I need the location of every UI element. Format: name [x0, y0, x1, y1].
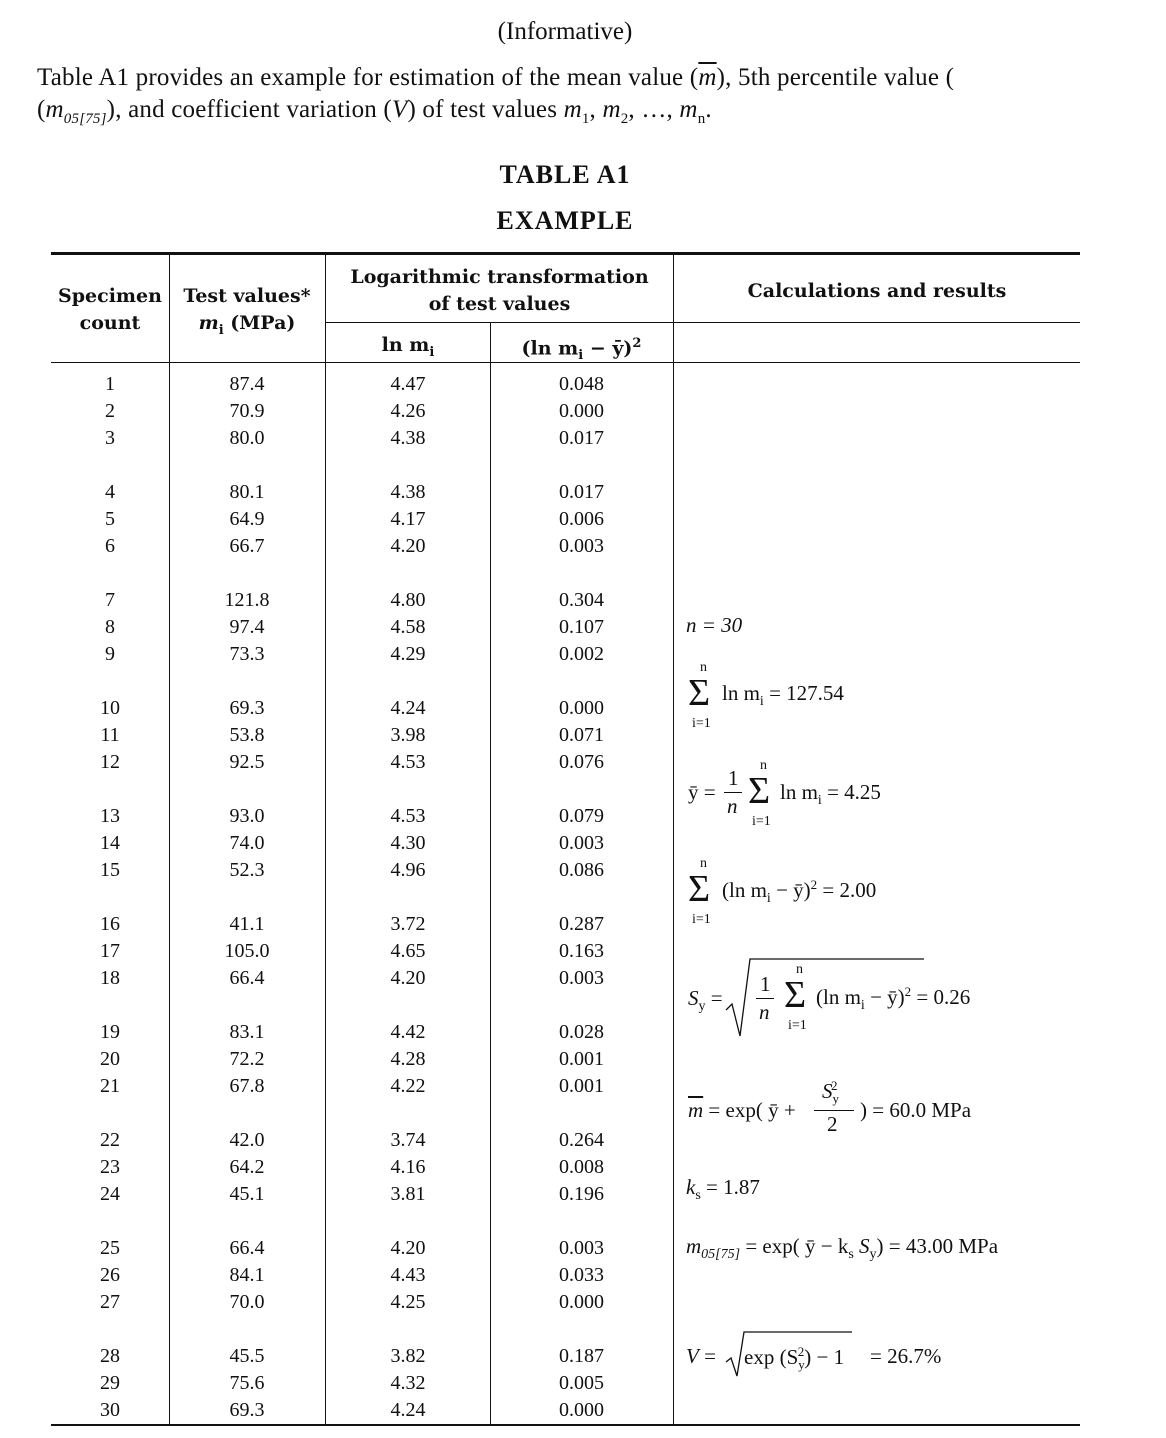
cell-specimen: 1: [105, 373, 115, 395]
cell-ln-m: 4.47: [390, 373, 426, 395]
cell-ln-sq: 0.006: [559, 508, 604, 530]
cell-specimen: 22: [100, 1129, 120, 1151]
informative-label: (Informative): [497, 18, 633, 45]
cell-ln-sq: 0.000: [559, 697, 604, 719]
intro-comma: ,: [589, 96, 603, 123]
cell-ln-m: 4.30: [390, 832, 426, 854]
cell-test-value: 64.2: [229, 1156, 265, 1178]
cell-ln-m: 4.22: [390, 1075, 426, 1097]
cell-specimen: 29: [100, 1372, 120, 1394]
intro-m05-symbol: m: [45, 96, 64, 123]
intro-mn-sub: n: [697, 111, 706, 127]
intro-text-1: Table A1 provides an example for estimation of the mean value (: [37, 64, 699, 91]
cell-test-value: 74.0: [229, 832, 265, 854]
cell-ln-sq: 0.304: [559, 589, 604, 611]
header-test-values: [169, 283, 325, 344]
cell-specimen: 4: [105, 481, 115, 503]
intro-m2: m: [602, 96, 621, 123]
cell-ln-m: 3.81: [390, 1183, 426, 1205]
cell-test-value: 93.0: [229, 805, 265, 827]
cell-ln-sq: 0.033: [559, 1264, 604, 1286]
intro-m05-sub: 05[75]: [63, 111, 107, 127]
cell-test-value: 69.3: [229, 697, 265, 719]
cell-ln-sq: 0.017: [559, 481, 604, 503]
cell-test-value: 66.7: [229, 535, 265, 557]
cell-specimen: 6: [105, 535, 115, 557]
cell-specimen: 3: [105, 427, 115, 449]
header-specimen-line1: Specimen: [58, 285, 162, 307]
cell-ln-m: 4.65: [390, 940, 426, 962]
cell-test-value: 105.0: [224, 940, 270, 962]
cell-ln-m: 4.96: [390, 859, 426, 881]
cell-ln-m: 3.98: [390, 724, 426, 746]
cell-ln-m: 4.43: [390, 1264, 426, 1286]
cell-specimen: 24: [100, 1183, 120, 1205]
cell-ln-m: 3.74: [390, 1129, 426, 1151]
cell-ln-m: 4.25: [390, 1291, 426, 1313]
cell-specimen: 15: [100, 859, 120, 881]
cell-ln-sq: 0.086: [559, 859, 604, 881]
cell-ln-m: 4.28: [390, 1048, 426, 1070]
cell-specimen: 9: [105, 643, 115, 665]
cell-specimen: 10: [100, 697, 120, 719]
cell-ln-sq: 0.000: [559, 1399, 604, 1421]
cell-test-value: 53.8: [229, 724, 265, 746]
cell-specimen: 20: [100, 1048, 120, 1070]
table-subtitle: EXAMPLE: [496, 206, 634, 235]
table-top-rule: [51, 252, 1080, 255]
cell-ln-m: 4.17: [390, 508, 426, 530]
cell-ln-m: 4.20: [390, 967, 426, 989]
intro-m1-sub: 1: [581, 111, 590, 127]
calc-n: n = 30: [686, 613, 743, 637]
cell-ln-m: 4.58: [390, 616, 426, 638]
cell-ln-sq: 0.107: [559, 616, 604, 638]
cell-ln-sq: 0.003: [559, 967, 604, 989]
cell-test-value: 80.0: [229, 427, 265, 449]
cell-test-value: 83.1: [229, 1021, 265, 1043]
calc-5th-percentile: $m_{05[75]} = \exp$( ȳ − $k_s$ $S_y) = 43.00$ MPa: [686, 1234, 999, 1263]
cell-test-value: 69.3: [229, 1399, 265, 1421]
cell-ln-sq: 0.001: [559, 1048, 604, 1070]
cell-specimen: 19: [100, 1021, 120, 1043]
cell-test-value: 84.1: [229, 1264, 265, 1286]
cell-specimen: 21: [100, 1075, 120, 1097]
cell-ln-sq: 0.187: [559, 1345, 604, 1367]
header-test-line1: Test values*: [183, 285, 311, 307]
cell-ln-m: 4.38: [390, 481, 426, 503]
cell-ln-sq: 0.287: [559, 913, 604, 935]
cell-ln-sq: 0.163: [559, 940, 604, 962]
header-calculations: Calculations and results: [747, 280, 1007, 302]
cell-test-value: 75.6: [229, 1372, 265, 1394]
cell-specimen: 25: [100, 1237, 120, 1259]
cell-ln-sq: 0.048: [559, 373, 604, 395]
cell-test-value: 52.3: [229, 859, 265, 881]
cell-specimen: 27: [100, 1291, 120, 1313]
cell-test-value: 66.4: [229, 967, 265, 989]
intro-m1: m: [563, 96, 582, 123]
col-divider-4: [673, 254, 674, 1425]
header-ln-sq: (ln $m_i$ − ȳ)$^2$: [521, 336, 642, 364]
intro-paragraph: Table A1 provides an example for estimation of the mean value $(\overline{m})$, 5th percentile value ( $(m_{05[75]})$, and coefficient variation (V) of test values $m_1$, $m_2$, …, $m_n$.: [37, 64, 955, 127]
cell-ln-sq: 0.003: [559, 832, 604, 854]
cell-ln-m: 4.24: [390, 697, 426, 719]
cell-ln-sq: 0.076: [559, 751, 604, 773]
cell-specimen: 30: [100, 1399, 120, 1421]
cell-ln-m: 4.53: [390, 751, 426, 773]
cell-test-value: 97.4: [229, 616, 265, 638]
intro-mn: m: [679, 96, 698, 123]
cell-ln-m: 4.53: [390, 805, 426, 827]
cell-test-value: 64.9: [229, 508, 265, 530]
cell-specimen: 8: [105, 616, 115, 638]
cell-ln-m: 4.20: [390, 535, 426, 557]
intro-m2-sub: 2: [620, 111, 629, 127]
calc-ks: $k_s = 1.87$: [686, 1175, 760, 1204]
cell-ln-sq: 0.001: [559, 1075, 604, 1097]
cell-ln-sq: 0.196: [559, 1183, 604, 1205]
cell-test-value: 70.9: [229, 400, 265, 422]
cell-test-value: 87.4: [229, 373, 265, 395]
cell-specimen: 5: [105, 508, 115, 530]
cell-test-value: 45.5: [229, 1345, 265, 1367]
cell-ln-sq: 0.003: [559, 1237, 604, 1259]
cell-test-value: 67.8: [229, 1075, 265, 1097]
cell-ln-m: 4.42: [390, 1021, 426, 1043]
cell-ln-m: 4.16: [390, 1156, 426, 1178]
intro-ellipsis: , …,: [628, 96, 680, 123]
header-specimen: [51, 283, 169, 337]
cell-specimen: 26: [100, 1264, 120, 1286]
cell-ln-m: 3.72: [390, 913, 426, 935]
table-title: TABLE A1: [499, 160, 631, 189]
intro-end: .: [705, 96, 712, 123]
cell-specimen: 11: [100, 724, 120, 746]
cell-test-value: 45.1: [229, 1183, 265, 1205]
header-test-line2: $m_i$ (MPa): [198, 312, 296, 338]
log-header-rule: [326, 322, 1080, 323]
cell-specimen: 14: [100, 832, 120, 854]
cell-specimen: 13: [100, 805, 120, 827]
table-bottom-rule: [51, 1424, 1080, 1426]
cell-specimen: 7: [105, 589, 115, 611]
cell-ln-m: 4.24: [390, 1399, 426, 1421]
cell-ln-sq: 0.002: [559, 643, 604, 665]
cell-ln-m: 4.80: [390, 589, 426, 611]
cell-ln-m: 4.38: [390, 427, 426, 449]
cell-ln-m: 3.82: [390, 1345, 426, 1367]
cell-ln-m: 4.32: [390, 1372, 426, 1394]
cell-ln-sq: 0.008: [559, 1156, 604, 1178]
cell-test-value: 80.1: [229, 481, 265, 503]
cell-test-value: 42.0: [229, 1129, 265, 1151]
intro-mean-symbol: $\overline{m}$: [698, 64, 717, 91]
cell-specimen: 18: [100, 967, 120, 989]
cell-ln-m: 4.20: [390, 1237, 426, 1259]
cell-test-value: 70.0: [229, 1291, 265, 1313]
header-ln-m: $\ln m_i$: [381, 334, 435, 360]
cell-ln-sq: 0.079: [559, 805, 604, 827]
cell-specimen: 12: [100, 751, 120, 773]
cell-test-value: 121.8: [224, 589, 270, 611]
cell-test-value: 73.3: [229, 643, 265, 665]
cell-specimen: 28: [100, 1345, 120, 1367]
cell-specimen: 16: [100, 913, 120, 935]
cell-ln-m: 4.29: [390, 643, 426, 665]
intro-text-3: ), and coefficient variation (: [106, 96, 392, 123]
cell-test-value: 41.1: [229, 913, 265, 935]
cell-ln-sq: 0.017: [559, 427, 604, 449]
cell-test-value: 72.2: [229, 1048, 265, 1070]
header-log-line2: of test values: [428, 293, 571, 315]
cell-ln-sq: 0.028: [559, 1021, 604, 1043]
intro-v-symbol: V: [391, 96, 408, 123]
cell-specimen: 17: [100, 940, 120, 962]
intro-text-4: ) of test values: [407, 96, 564, 123]
intro-text-2: ), 5th percentile value (: [716, 64, 955, 91]
header-log-line1: Logarithmic transformation: [350, 266, 649, 288]
cell-ln-sq: 0.000: [559, 1291, 604, 1313]
cell-test-value: 66.4: [229, 1237, 265, 1259]
cell-ln-sq: 0.005: [559, 1372, 604, 1394]
cell-ln-sq: 0.003: [559, 535, 604, 557]
cell-ln-m: 4.26: [390, 400, 426, 422]
cell-specimen: 23: [100, 1156, 120, 1178]
header-log-transform: [326, 264, 673, 318]
cell-ln-sq: 0.264: [559, 1129, 604, 1151]
header-specimen-line2: count: [79, 312, 141, 334]
cell-specimen: 2: [105, 400, 115, 422]
cell-test-value: 92.5: [229, 751, 265, 773]
cell-ln-sq: 0.000: [559, 400, 604, 422]
cell-ln-sq: 0.071: [559, 724, 604, 746]
